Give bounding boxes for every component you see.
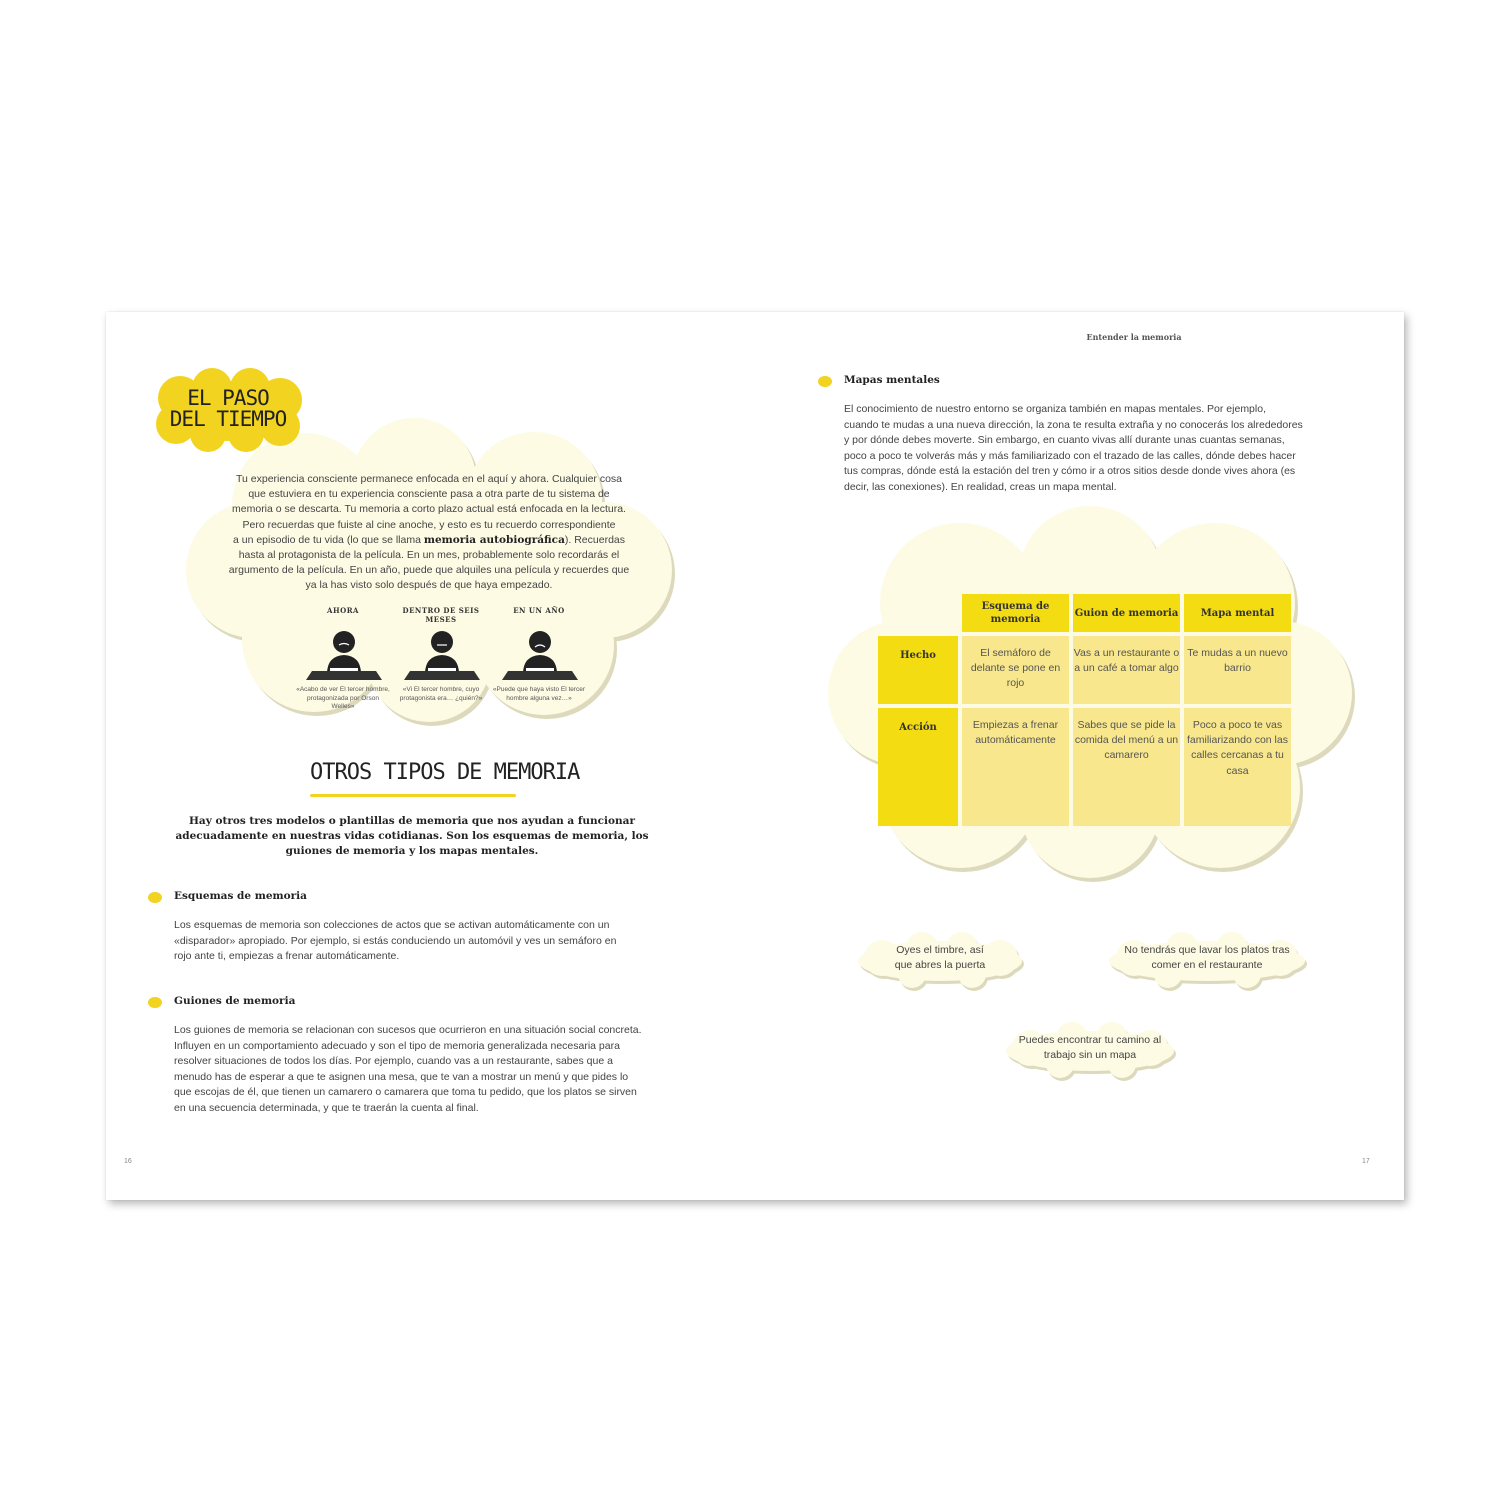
timeline-caption-now: «Acabo de ver El tercer hombre, protagonizada por Orson Welles» (296, 686, 390, 710)
guiones-heading: Guiones de memoria (174, 995, 296, 1007)
header-esquema: Esquema de memoria (962, 594, 1069, 632)
table-cell: El semáforo de delante se pone en rojo (962, 636, 1069, 704)
table-cell: Sabes que se pide la comida del menú a un camarero (1073, 708, 1180, 826)
timeline-label-six-months: DENTRO DE SEIS MESES (402, 606, 480, 624)
section-intro: Hay otros tres modelos o plantillas de memoria que nos ayudan a funcionar adecuadamente en nuestras vidas cotidianas. Son los esquemas de memoria, los guiones de memoria y los mapas mentales. (175, 815, 649, 857)
bullet-dot (818, 376, 832, 387)
time-cloud (184, 420, 674, 720)
person-reading-icon (304, 630, 384, 682)
table-cell: Vas a un restaurante o a un café a tomar algo (1073, 636, 1180, 704)
badge-title: EL PASO DEL TIEMPO (169, 386, 287, 431)
timeline-label-one-year: EN UN AÑO (513, 606, 565, 615)
timeline-label-now: AHORA (327, 606, 359, 615)
header-guion: Guion de memoria (1073, 594, 1180, 632)
book-spread (106, 312, 1404, 1200)
table-corner (878, 594, 958, 632)
row-label-hecho: Hecho (878, 636, 958, 704)
autobiographic-term: memoria autobiográfica (423, 533, 565, 546)
example-bubble (1102, 930, 1312, 992)
header-mapa: Mapa mental (1184, 594, 1291, 632)
memory-table (874, 590, 1295, 830)
bubble-text-guion: No tendrás que lavar los platos tras comer en el restaurante (1124, 944, 1290, 972)
example-bubble (852, 930, 1028, 992)
section-badge (150, 370, 306, 452)
example-bubble (1000, 1020, 1180, 1082)
table-cell: Poco a poco te vas familiarizando con las calles cercanas a tu casa (1184, 708, 1291, 826)
person-doubtful-icon (500, 630, 580, 682)
timeline-caption-six-months: «Vi El tercer hombre, cuyo protagonista era… ¿quién?» (399, 686, 483, 702)
guiones-paragraph: Los guiones de memoria se relacionan con sucesos que ocurrieron en una situación social concreta. Influyen en un comportamiento adecuado y son el tipo de memoria generalizada necesaria para resolver situaciones de todos los días. Por ejemplo, cuando vas a un restaurante, sabes que a menudo has de esperar a que te asignen una mesa, que te van a mostrar un menú y que pides lo que escojas de él, que tienen un camarero o camarera que toma tu pedido, que los platos se sirven en una secuencia determinada, y que te traerán la cuenta al final. (174, 1024, 642, 1114)
section-title: OTROS TIPOS DE MEMORIA (310, 760, 580, 785)
bubble-text-esquema: Oyes el timbre, así que abres la puerta (894, 944, 986, 972)
esquemas-heading: Esquemas de memoria (174, 890, 307, 902)
bullet-dot (148, 892, 162, 903)
table-cell: Empiezas a frenar automáticamente (962, 708, 1069, 826)
page-number-left: 16 (124, 1158, 132, 1165)
bubble-text-mapa: Puedes encontrar tu camino al trabajo sin un mapa (1018, 1034, 1162, 1062)
running-head: Entender la memoria (1086, 332, 1182, 342)
timeline-caption-one-year: «Puede que haya visto El tercer hombre alguna vez…» (492, 686, 586, 702)
mapas-heading: Mapas mentales (844, 374, 940, 386)
esquemas-paragraph: Los esquemas de memoria son colecciones de actos que se activan automáticamente con un «disparador» apropiado. Por ejemplo, si estás conduciendo un automóvil y ves un semáforo en rojo ante ti, empiezas a frenar automáticamente. (174, 919, 617, 962)
page-number-right: 17 (1362, 1158, 1370, 1165)
table-cell: Te mudas a un nuevo barrio (1184, 636, 1291, 704)
mapas-paragraph: El conocimiento de nuestro entorno se organiza también en mapas mentales. Por ejemplo, cuando te mudas a una nueva dirección, la zona te resulta extraña y no conocerás los alrededores y por dónde debes moverte. Sin embargo, en cuanto vivas allí durante unas cuantas semanas, poco a poco te volverás más y más familiarizado con el trazado de las calles, dónde debes hacer tus compras, dónde está la estación del tren y cómo ir a otros sitios desde donde vives ahora (es decir, las conexiones). En realidad, creas un mapa mental. (844, 403, 1303, 493)
section-title-underline (310, 794, 516, 797)
time-paragraph: Tu experiencia consciente permanece enfocada en el aquí y ahora. Cualquier cosa que estuviera en tu experiencia consciente pasa a otra parte de tu sistema de memoria o se descarta. Tu memoria a corto plazo actual está enfocada en la lectura. Pero recuerdas que fuiste al cine anoche, y esto es tu recuerdo correspondiente a un episodio de tu vida (lo que se llama memoria autobiográfica). Recuerdas hasta al protagonista de la película. En un mes, probablemente solo recordarás el argumento de la película. En un año, puede que alquiles una película y recuerdes que ya la has visto solo después de que haya empezado. (228, 473, 630, 592)
row-label-accion: Acción (878, 708, 958, 826)
person-thinking-icon (402, 630, 482, 682)
bullet-dot (148, 997, 162, 1008)
